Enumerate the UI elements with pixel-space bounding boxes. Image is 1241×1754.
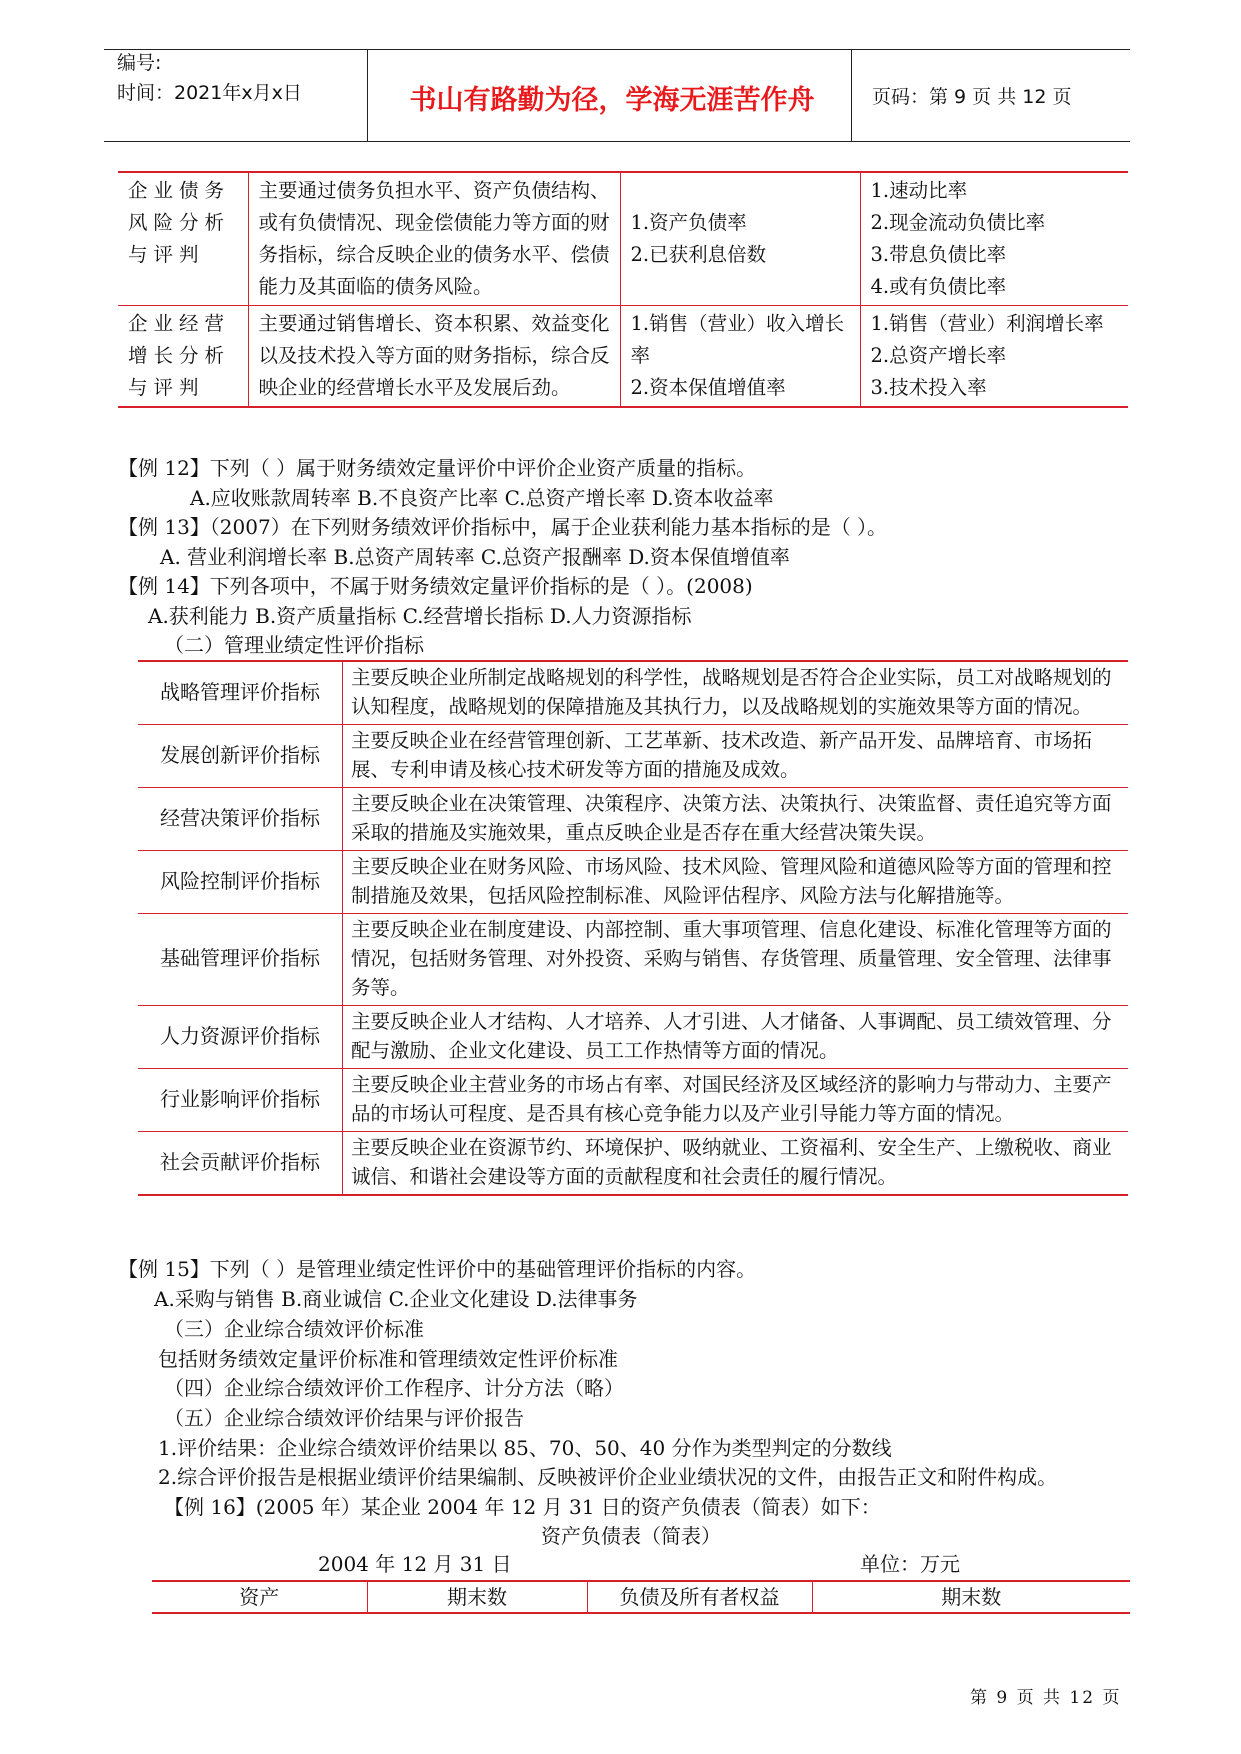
result-item-1: 1.评价结果：企业综合绩效评价结果以 85、70、50、40 分作为类型判定的分数线 <box>158 1436 892 1460</box>
management-indicator-table <box>138 660 1128 1196</box>
indicator-name: 风险控制评价指标 <box>138 851 343 914</box>
modifying-indicators: 1.速动比率 2.现金流动负债比率 3.带息负债比率 4.或有负债比率 <box>860 172 1128 306</box>
column-header-assets: 资产 <box>239 1585 280 1609</box>
example-13-options: A. 营业利润增长率 B.总资产周转率 C.总资产报酬率 D.资本保值增值率 <box>160 545 790 569</box>
example-16-question: 【例 16】(2005 年）某企业 2004 年 12 月 31 日的资产负债表（简表）如下： <box>164 1495 881 1519</box>
table-row <box>138 851 1128 914</box>
indicator-description: 主要反映企业在决策管理、决策程序、决策方法、决策执行、决策监督、责任追究等方面采取的措施及实施效果，重点反映企业是否存在重大经营决策失误。 <box>343 788 1129 851</box>
section-2-title: （二）管理业绩定性评价指标 <box>164 633 424 657</box>
section-4-title: （四）企业综合绩效评价工作程序、计分方法（略） <box>164 1376 624 1400</box>
header-motto: 书山有路勤为径，学海无涯苦作舟 <box>409 85 815 116</box>
indicator-name: 人力资源评价指标 <box>138 1006 343 1069</box>
example-14-options: A.获利能力 B.资产质量指标 C.经营增长指标 D.人力资源指标 <box>148 604 692 628</box>
basic-indicators: 1.资产负债率 2.已获利息倍数 <box>620 172 860 306</box>
example-14-question: 【例 14】下列各项中，不属于财务绩效定量评价指标的是（ ）。(2008) <box>118 574 753 598</box>
table-row <box>138 725 1128 788</box>
indicator-category: 企业经营增长分析与评判 <box>118 306 248 408</box>
table-row <box>138 1006 1128 1069</box>
indicator-description: 主要反映企业在经营管理创新、工艺革新、技术改造、新产品开发、品牌培育、市场拓展、专利申请及核心技术研发等方面的措施及成效。 <box>343 725 1129 788</box>
page-footer: 第 9 页 共 12 页 <box>970 1688 1122 1708</box>
indicator-name: 发展创新评价指标 <box>138 725 343 788</box>
balance-sheet-date: 2004 年 12 月 31 日 <box>318 1552 512 1576</box>
header-divider-left <box>367 49 368 141</box>
column-header-liabilities-end: 期末数 <box>812 1581 1130 1613</box>
header-divider-right <box>851 49 852 141</box>
example-15-options: A.采购与销售 B.商业诚信 C.企业文化建设 D.法律事务 <box>154 1287 638 1311</box>
indicator-description: 主要反映企业在制度建设、内部控制、重大事项管理、信息化建设、标准化管理等方面的情况，包括财务管理、对外投资、采购与销售、存货管理、质量管理、安全管理、法律事务等。 <box>343 914 1129 1006</box>
table-row <box>118 306 1128 408</box>
example-12-question: 【例 12】下列（ ）属于财务绩效定量评价中评价企业资产质量的指标。 <box>118 456 757 480</box>
example-12-options: A.应收账款周转率 B.不良资产比率 C.总资产增长率 D.资本收益率 <box>190 486 774 510</box>
section-3-text: 包括财务绩效定量评价标准和管理绩效定性评价标准 <box>158 1347 618 1371</box>
indicator-name: 经营决策评价指标 <box>138 788 343 851</box>
example-15-question: 【例 15】下列（ ）是管理业绩定性评价中的基础管理评价指标的内容。 <box>118 1257 757 1281</box>
document-header-info <box>117 48 302 108</box>
modifying-indicators: 1.销售（营业）利润增长率 2.总资产增长率 3.技术投入率 <box>860 306 1128 408</box>
section-5-title: （五）企业综合绩效评价结果与评价报告 <box>164 1406 524 1430</box>
indicator-name: 基础管理评价指标 <box>138 914 343 1006</box>
indicator-description: 主要反映企业在资源节约、环境保护、吸纳就业、工资福利、安全生产、上缴税收、商业诚信、和谐社会建设等方面的贡献程度和社会责任的履行情况。 <box>343 1132 1129 1196</box>
table-header-row <box>152 1581 1130 1613</box>
indicator-description: 主要反映企业在财务风险、市场风险、技术风险、管理风险和道德风险等方面的管理和控制措施及效果，包括风险控制标准、风险评估程序、风险方法与化解措施等。 <box>343 851 1129 914</box>
indicator-category: 企业债务风险分析与评判 <box>118 172 248 306</box>
indicator-name: 社会贡献评价指标 <box>138 1132 343 1196</box>
section-3-title: （三）企业综合绩效评价标准 <box>164 1317 424 1341</box>
table-row <box>138 914 1128 1006</box>
balance-sheet-title: 资产负债表（简表） <box>541 1524 721 1548</box>
balance-sheet-table <box>152 1580 1130 1614</box>
result-item-2: 2.综合评价报告是根据业绩评价结果编制、反映被评价企业业绩状况的文件，由报告正文和附件构成。 <box>158 1465 1058 1489</box>
basic-indicators: 1.销售（营业）收入增长率 2.资本保值增值率 <box>620 306 860 408</box>
time-label: 时间：2021年x月x日 <box>117 82 302 104</box>
indicator-name: 战略管理评价指标 <box>138 661 343 725</box>
indicator-description: 主要反映企业主营业务的市场占有率、对国民经济及区域经济的影响力与带动力、主要产品的市场认可程度、是否具有核心竞争能力以及产业引导能力等方面的情况。 <box>343 1069 1129 1132</box>
table-row <box>138 1069 1128 1132</box>
example-13-question: 【例 13】（2007）在下列财务绩效评价指标中，属于企业获利能力基本指标的是（ ）。 <box>118 515 888 539</box>
indicator-description: 主要反映企业所制定战略规划的科学性，战略规划是否符合企业实际，员工对战略规划的认知程度，战略规划的保障措施及其执行力，以及战略规划的实施效果等方面的情况。 <box>343 661 1129 725</box>
indicator-description: 主要通过债务负担水平、资产负债结构、或有负债情况、现金偿债能力等方面的财务指标，综合反映企业的债务水平、偿债能力及其面临的债务风险。 <box>248 172 620 306</box>
balance-sheet-unit: 单位：万元 <box>860 1552 960 1576</box>
table-row <box>138 1132 1128 1196</box>
header-bottom-rule <box>104 141 1130 142</box>
number-label: 编号: <box>117 52 162 74</box>
header-page-number: 页码：第 9 页 共 12 页 <box>872 86 1072 108</box>
table-row <box>118 172 1128 306</box>
indicator-name: 行业影响评价指标 <box>138 1069 343 1132</box>
table-row <box>138 788 1128 851</box>
header-top-rule <box>104 49 1130 50</box>
indicator-description: 主要反映企业人才结构、人才培养、人才引进、人才储备、人事调配、员工绩效管理、分配与激励、企业文化建设、员工工作热情等方面的情况。 <box>343 1006 1129 1069</box>
column-header-liabilities: 负债及所有者权益 <box>587 1581 812 1613</box>
column-header-assets-end: 期末数 <box>367 1581 587 1613</box>
indicator-description: 主要通过销售增长、资本积累、效益变化以及技术投入等方面的财务指标，综合反映企业的经营增长水平及发展后劲。 <box>248 306 620 408</box>
financial-indicator-table <box>118 171 1128 408</box>
table-row <box>138 661 1128 725</box>
